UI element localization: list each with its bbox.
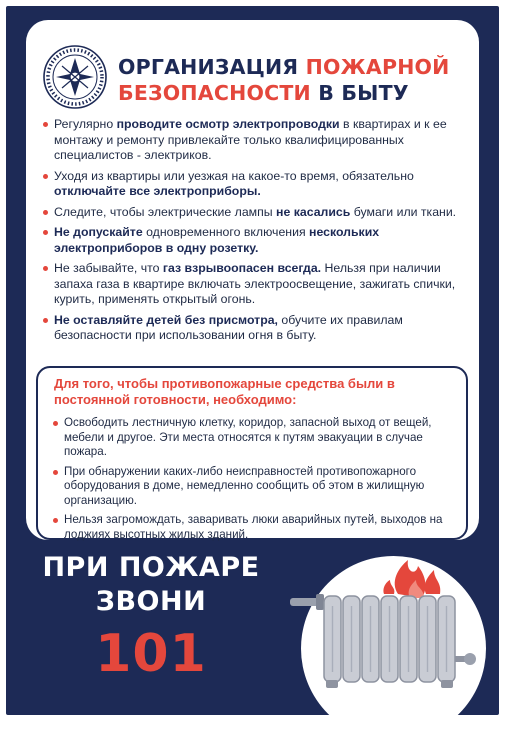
list-item-text: Нельзя при наличии запаха газа в квартире включать электроосвещение, зажигать спички, курить, применять открытый огонь. [54, 261, 456, 306]
list-item [42, 205, 467, 221]
list-item-bold: отключайте все электроприборы. [54, 184, 261, 198]
readiness-box [36, 366, 468, 540]
emblem-icon [42, 44, 108, 110]
list-item [42, 261, 467, 308]
title-part-3: БЕЗОПАСНОСТИ [118, 81, 311, 105]
poster-background [6, 6, 499, 715]
list-item [42, 169, 467, 200]
list-item-text: одновременного включения [142, 225, 310, 239]
title-part-4: В БЫТУ [310, 81, 409, 105]
list-item-bold: газ взрывоопасен всегда. [162, 261, 322, 275]
list-item-bold: не касались [276, 204, 351, 219]
cta-line-1: ПРИ ПОЖАРЕ [42, 552, 260, 583]
list-item-bold: Не допускайте [54, 225, 143, 239]
radiator-fire-icon [286, 546, 496, 716]
list-item-bold: проводите осмотр электропроводки [116, 117, 340, 131]
list-item-bold: нескольких электроприборов в одну розетку. [54, 225, 380, 255]
readiness-list [52, 416, 462, 547]
emergency-number: 101 [95, 624, 207, 684]
readiness-heading: Для того, чтобы противопожарные средства были в постоянной готовности, необходимо: [54, 376, 395, 407]
list-item-text: Следите, чтобы электрические лампы [54, 204, 277, 219]
list-item-text: в квартирах и к ее монтажу и ремонту привлекайте только квалифицированных специалистов - электриков. [54, 117, 447, 162]
list-item-text: Не забывайте, что [54, 261, 163, 275]
list-item-text: бумаги или ткани. [350, 204, 457, 219]
list-item: Освободить лестничную клетку, коридор, запасной выход от вещей, мебели и другое. Эти места относятся к путям эвакуации в случае пожара. [52, 416, 462, 460]
list-item-text: обучите их правилам безопасности при использовании огня в быту. [54, 312, 403, 342]
list-item [42, 225, 467, 256]
list-item-text: Уходя из квартиры или уезжая на какое-то время, обязательно [54, 168, 414, 183]
title-part-2: ПОЖАРНОЙ [305, 55, 450, 79]
page-title [118, 54, 478, 106]
cta-line-2: ЗВОНИ [95, 586, 207, 617]
list-item: Нельзя загромождать, заваривать люки аварийных путей, выходов на лоджиях высотных жилых зданий. [52, 513, 462, 542]
list-item [42, 117, 467, 164]
list-item: При обнаружении каких-либо неисправностей противопожарного оборудования в доме, немедленно сообщить об этом в жилищную организацию. [52, 465, 462, 509]
title-part-1: ОРГАНИЗАЦИЯ [118, 55, 306, 79]
list-item-bold: Не оставляйте детей без присмотра, [54, 312, 278, 327]
list-item [42, 313, 467, 344]
list-item-text: Регулярно [54, 117, 117, 131]
call-to-action [36, 551, 266, 619]
info-card [26, 20, 479, 540]
safety-rules-list [42, 117, 467, 349]
